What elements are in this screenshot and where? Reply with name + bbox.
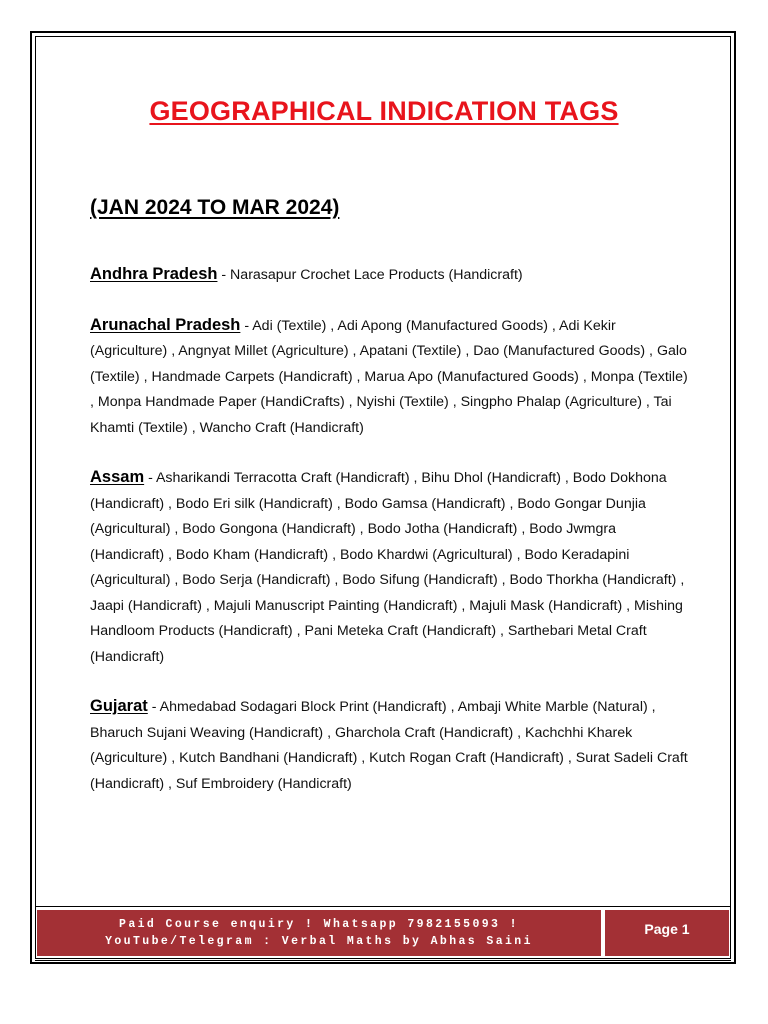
state-items: - Asharikandi Terracotta Craft (Handicraft) , Bihu Dhol (Handicraft) , Bodo Dokhona (Handicraft) , Bodo Eri silk (Handicraft) , Bodo Gamsa (Handicraft) , Bodo Gongar Dunjia (Agricultural) , Bodo Gongona (Handicraft) , Bodo Jotha (Handicraft) , Bodo Jwmgra (Handicraft) , Bodo Kham (Handicraft) , Bodo Khardwi (Agricultural) , Bodo Keradapini (Agricultural) , Bodo Serja (Handicraft) , Bodo Sifung (Handicraft) , Bodo Thorkha (Handicraft) , Jaapi (Handicraft) , Majuli Manuscript Painting (Handicraft) , Majuli Mask (Handicraft) , Mishing Handloom Products (Handicraft) , Pani Meteka Craft (Handicraft) , Sarthebari Metal Craft (Handicraft) (90, 470, 685, 665)
page-number: Page 1 (605, 910, 729, 956)
state-items: - Adi (Textile) , Adi Apong (Manufactured Goods) , Adi Kekir (Agriculture) , Angnyat Millet (Agriculture) , Apatani (Textile) , Dao (Manufactured Goods) , Galo (Textile) , Handmade Carpets (Handicraft) , Marua Apo (Manufactured Goods) , Monpa (Textile) , Monpa Handmade Paper (HandiCrafts) , Nyishi (Textile) , Singpho Phalap (Agriculture) , Tai Khamti (Textile) , Wancho Craft (Handicraft) (90, 317, 688, 436)
state-name: Andhra Pradesh (90, 265, 218, 283)
state-name: Gujarat (90, 697, 148, 715)
state-entry-gujarat (90, 694, 690, 797)
state-name: Assam (90, 468, 145, 486)
footer-contact-banner (37, 910, 601, 956)
state-name: Arunachal Pradesh (90, 315, 241, 334)
state-entry-andhra-pradesh (90, 262, 690, 289)
footer-top-divider (35, 906, 731, 907)
footer-contact-line-1: Paid Course enquiry ! Whatsapp 7982155093 ! (119, 918, 519, 931)
gi-tags-list (90, 262, 690, 821)
footer-bottom-divider (35, 960, 731, 961)
page-title: GEOGRAPHICAL INDICATION TAGS (149, 96, 619, 126)
state-items: - Ahmedabad Sodagari Block Print (Handicraft) , Ambaji White Marble (Natural) , Bharuch Sujani Weaving (Handicraft) , Gharchola Craft (Handicraft) , Kachchhi Kharek (Agriculture) , Kutch Bandhani (Handicraft) , Kutch Rogan Craft (Handicraft) , Surat Sadeli Craft (Handicraft) , Suf Embroidery (Handicraft) (90, 699, 688, 792)
state-items: - Narasapur Crochet Lace Products (Handicraft) (217, 267, 523, 283)
page-footer (37, 910, 729, 956)
date-range-subtitle: (JAN 2024 TO MAR 2024) (90, 196, 340, 219)
footer-contact-line-2: YouTube/Telegram : Verbal Maths by Abhas Saini (105, 935, 533, 948)
state-entry-arunachal-pradesh (90, 313, 690, 442)
state-entry-assam (90, 465, 690, 670)
